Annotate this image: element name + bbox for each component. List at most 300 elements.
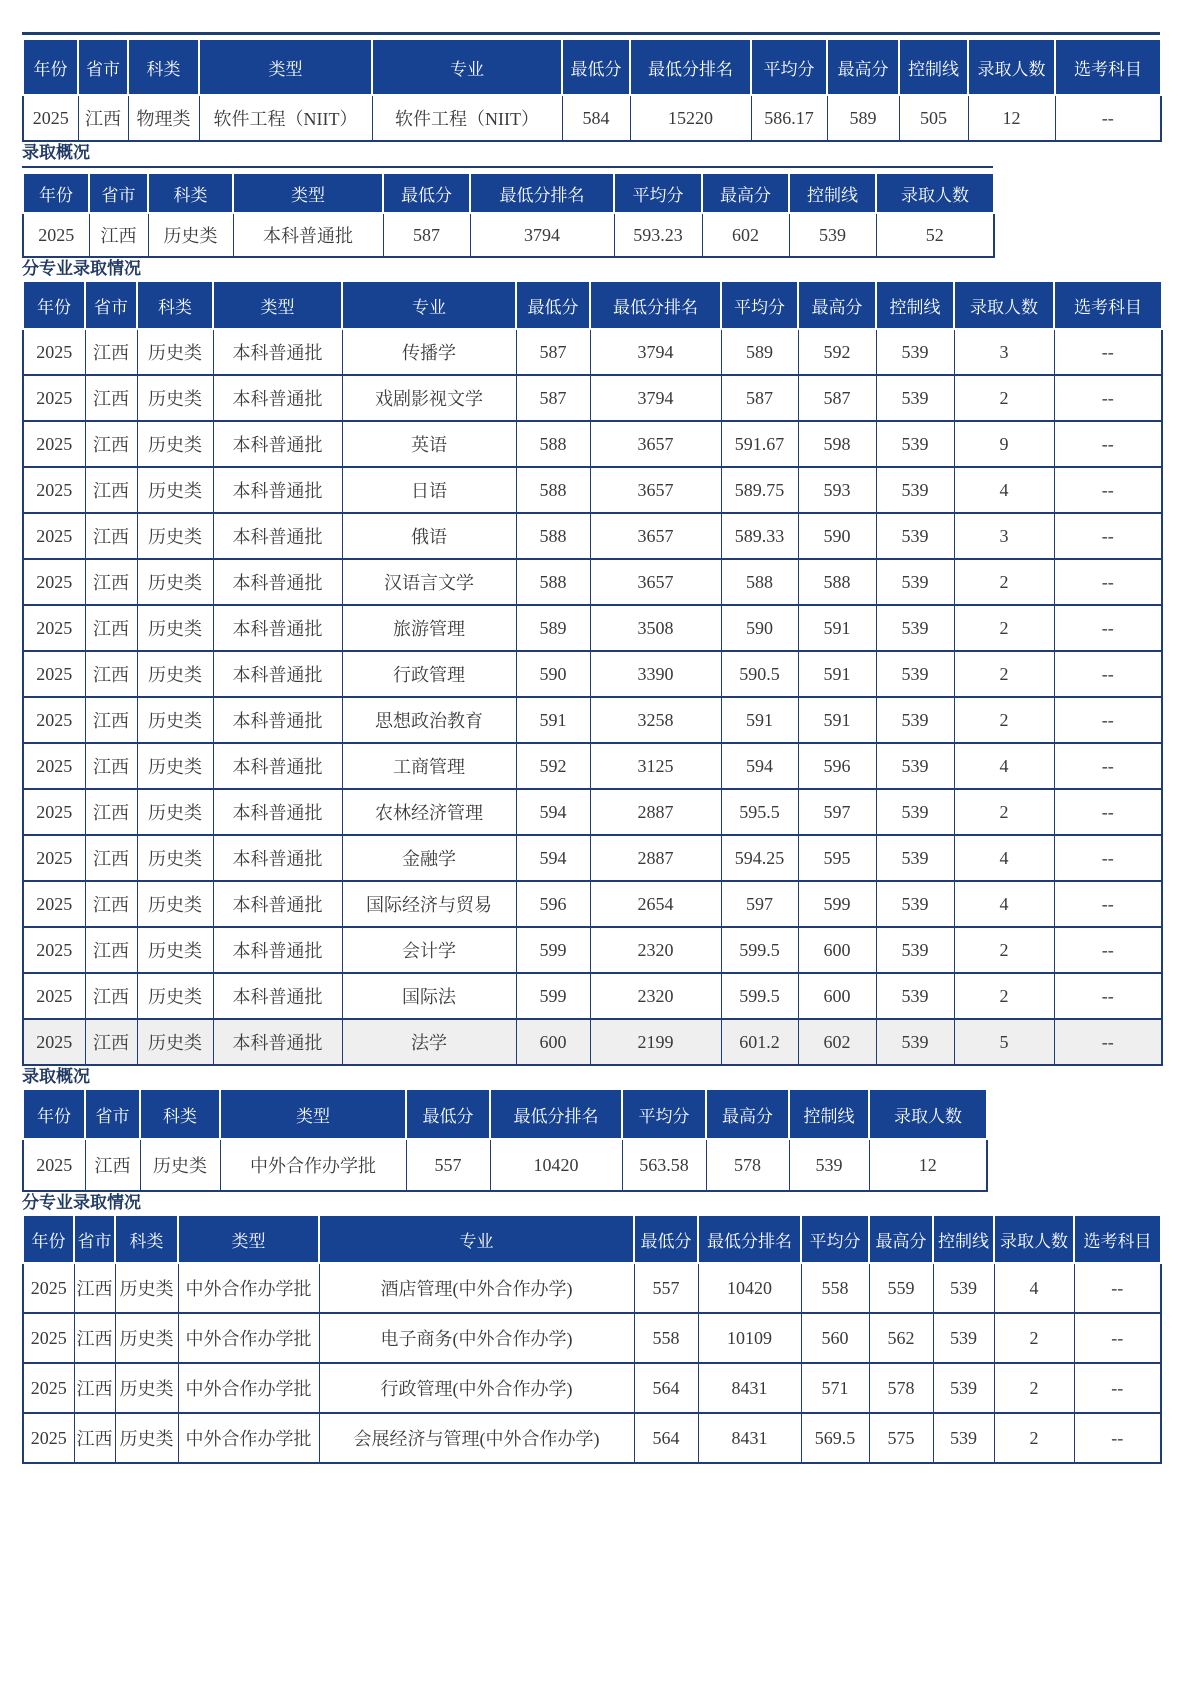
section-title-majors-2: 分专业录取情况: [22, 1193, 141, 1212]
data-cell: 587: [516, 375, 590, 421]
data-cell: 2: [994, 1363, 1074, 1413]
data-cell: 本科普通批: [213, 697, 342, 743]
data-cell: 588: [516, 421, 590, 467]
data-cell: 本科普通批: [213, 743, 342, 789]
data-cell: 历史类: [137, 421, 213, 467]
data-cell: 本科普通批: [213, 605, 342, 651]
data-cell: 575: [869, 1413, 933, 1463]
admission-by-major-table-regular-batch: [22, 280, 1163, 1066]
data-cell: 江西: [85, 467, 137, 513]
table-row: [23, 467, 1162, 513]
data-cell: 593.23: [614, 213, 702, 257]
column-header: 省市: [85, 281, 137, 329]
data-cell: 539: [933, 1413, 994, 1463]
data-cell: 594.25: [721, 835, 798, 881]
data-cell: --: [1054, 743, 1162, 789]
data-cell: 江西: [89, 213, 148, 257]
data-cell: 539: [876, 605, 954, 651]
data-cell: 本科普通批: [213, 329, 342, 375]
data-cell: --: [1054, 513, 1162, 559]
column-header: 最高分: [827, 39, 899, 95]
data-cell: 传播学: [342, 329, 516, 375]
data-cell: 汉语言文学: [342, 559, 516, 605]
data-cell: 602: [702, 213, 789, 257]
data-cell: 591: [798, 651, 876, 697]
data-cell: 本科普通批: [213, 789, 342, 835]
data-cell: 2: [954, 605, 1054, 651]
admission-by-major-table-cooperative-batch: [22, 1214, 1162, 1464]
data-cell: 江西: [74, 1413, 115, 1463]
table-row: [23, 95, 1161, 141]
data-cell: 602: [798, 1019, 876, 1065]
column-header: 科类: [148, 173, 233, 213]
data-cell: 历史类: [140, 1139, 220, 1191]
table-row: [23, 605, 1162, 651]
column-header: 最高分: [702, 173, 789, 213]
data-cell: 539: [789, 1139, 869, 1191]
data-cell: 2: [954, 927, 1054, 973]
data-cell: 2887: [590, 789, 721, 835]
data-cell: 法学: [342, 1019, 516, 1065]
header-row: [23, 1215, 1161, 1263]
data-cell: 2025: [23, 329, 85, 375]
column-header: 平均分: [721, 281, 798, 329]
overall-admission-table: [22, 38, 1162, 142]
table-row: [23, 789, 1162, 835]
data-cell: 539: [876, 375, 954, 421]
section-title-majors-1: 分专业录取情况: [22, 259, 141, 278]
data-cell: 590: [721, 605, 798, 651]
column-header: 最低分排名: [490, 1089, 622, 1139]
data-cell: 4: [994, 1263, 1074, 1313]
data-cell: 江西: [74, 1363, 115, 1413]
data-cell: 历史类: [137, 605, 213, 651]
data-cell: 历史类: [137, 881, 213, 927]
data-cell: 596: [798, 743, 876, 789]
data-cell: 江西: [85, 743, 137, 789]
column-header: 省市: [89, 173, 148, 213]
data-cell: 589: [516, 605, 590, 651]
data-cell: 588: [516, 559, 590, 605]
data-cell: 历史类: [137, 927, 213, 973]
data-cell: 思想政治教育: [342, 697, 516, 743]
column-header: 类型: [233, 173, 383, 213]
data-cell: 597: [798, 789, 876, 835]
data-cell: 本科普通批: [213, 927, 342, 973]
data-cell: 587: [516, 329, 590, 375]
table-row: [23, 329, 1162, 375]
data-cell: 562: [869, 1313, 933, 1363]
data-cell: 2025: [23, 697, 85, 743]
data-cell: 578: [706, 1139, 789, 1191]
data-cell: 3258: [590, 697, 721, 743]
data-cell: 江西: [74, 1263, 115, 1313]
data-cell: 599: [798, 881, 876, 927]
data-cell: 本科普通批: [213, 559, 342, 605]
column-header: 最低分: [383, 173, 470, 213]
data-cell: 本科普通批: [213, 973, 342, 1019]
header-row: [23, 1089, 987, 1139]
data-cell: 2025: [23, 973, 85, 1019]
data-cell: 601.2: [721, 1019, 798, 1065]
data-cell: 2025: [23, 927, 85, 973]
column-header: 最低分: [562, 39, 630, 95]
data-cell: --: [1074, 1363, 1161, 1413]
data-cell: 560: [801, 1313, 869, 1363]
data-cell: 599: [516, 973, 590, 1019]
column-header: 控制线: [933, 1215, 994, 1263]
data-cell: 2887: [590, 835, 721, 881]
data-cell: 江西: [85, 605, 137, 651]
data-cell: 588: [516, 513, 590, 559]
data-cell: 2025: [23, 467, 85, 513]
data-cell: 2025: [23, 213, 89, 257]
data-cell: 软件工程（NIIT）: [372, 95, 562, 141]
data-cell: 2025: [23, 1313, 74, 1363]
data-cell: 历史类: [137, 513, 213, 559]
data-cell: 俄语: [342, 513, 516, 559]
data-cell: 历史类: [137, 467, 213, 513]
data-cell: 589.75: [721, 467, 798, 513]
column-header: 省市: [74, 1215, 115, 1263]
data-cell: 2025: [23, 881, 85, 927]
data-cell: 2654: [590, 881, 721, 927]
data-cell: 539: [876, 1019, 954, 1065]
column-header: 最高分: [798, 281, 876, 329]
data-cell: 江西: [85, 1019, 137, 1065]
column-header: 控制线: [789, 1089, 869, 1139]
data-cell: 564: [634, 1363, 698, 1413]
data-cell: 563.58: [622, 1139, 706, 1191]
data-cell: 江西: [85, 1139, 140, 1191]
data-cell: 587: [383, 213, 470, 257]
data-cell: 行政管理: [342, 651, 516, 697]
column-header: 录取人数: [968, 39, 1055, 95]
header-row: [23, 281, 1162, 329]
data-cell: 3: [954, 329, 1054, 375]
table-row: [23, 513, 1162, 559]
data-cell: 2: [994, 1413, 1074, 1463]
data-cell: 12: [968, 95, 1055, 141]
header-row: [23, 39, 1161, 95]
data-cell: 589: [827, 95, 899, 141]
column-header: 类型: [199, 39, 372, 95]
data-cell: 587: [721, 375, 798, 421]
column-header: 专业: [342, 281, 516, 329]
data-cell: 559: [869, 1263, 933, 1313]
data-cell: 10420: [490, 1139, 622, 1191]
data-cell: 中外合作办学批: [178, 1413, 319, 1463]
data-cell: 3508: [590, 605, 721, 651]
section-title-overview-2: 录取概况: [22, 1067, 90, 1086]
column-header: 平均分: [751, 39, 827, 95]
data-cell: 国际法: [342, 973, 516, 1019]
data-cell: 英语: [342, 421, 516, 467]
data-cell: 597: [721, 881, 798, 927]
data-cell: 539: [876, 467, 954, 513]
data-cell: 539: [876, 789, 954, 835]
data-cell: 2025: [23, 651, 85, 697]
data-cell: 3657: [590, 467, 721, 513]
table-row: [23, 1019, 1162, 1065]
data-cell: 本科普通批: [213, 881, 342, 927]
data-cell: 历史类: [137, 743, 213, 789]
column-header: 类型: [178, 1215, 319, 1263]
column-header: 控制线: [789, 173, 876, 213]
data-cell: 本科普通批: [213, 651, 342, 697]
column-header: 最低分: [516, 281, 590, 329]
data-cell: 江西: [85, 651, 137, 697]
data-cell: 金融学: [342, 835, 516, 881]
data-cell: --: [1074, 1263, 1161, 1313]
table-top-border: [22, 166, 993, 168]
column-header: 最低分排名: [590, 281, 721, 329]
table-row: [23, 651, 1162, 697]
data-cell: 539: [876, 835, 954, 881]
data-cell: 591: [798, 605, 876, 651]
data-cell: 594: [516, 835, 590, 881]
table-top-border: [22, 32, 1160, 35]
data-cell: 2025: [23, 375, 85, 421]
data-cell: --: [1054, 835, 1162, 881]
column-header: 最低分: [406, 1089, 490, 1139]
data-cell: 587: [798, 375, 876, 421]
data-cell: 539: [876, 743, 954, 789]
data-cell: 595: [798, 835, 876, 881]
data-cell: 历史类: [148, 213, 233, 257]
data-cell: 594: [721, 743, 798, 789]
data-cell: 江西: [85, 789, 137, 835]
data-cell: 564: [634, 1413, 698, 1463]
column-header: 最低分排名: [470, 173, 614, 213]
column-header: 省市: [78, 39, 128, 95]
data-cell: 588: [798, 559, 876, 605]
table-row: [23, 743, 1162, 789]
data-cell: 历史类: [115, 1263, 178, 1313]
data-cell: --: [1055, 95, 1161, 141]
data-cell: 2025: [23, 605, 85, 651]
data-cell: --: [1054, 559, 1162, 605]
data-cell: 江西: [74, 1313, 115, 1363]
data-cell: --: [1054, 697, 1162, 743]
data-cell: 8431: [698, 1413, 801, 1463]
data-cell: 江西: [85, 329, 137, 375]
column-header: 选考科目: [1054, 281, 1162, 329]
data-cell: 2025: [23, 513, 85, 559]
data-cell: 2025: [23, 1019, 85, 1065]
data-cell: 2320: [590, 973, 721, 1019]
data-cell: 599.5: [721, 973, 798, 1019]
data-cell: 590: [516, 651, 590, 697]
data-cell: --: [1054, 375, 1162, 421]
data-cell: 584: [562, 95, 630, 141]
data-cell: 3657: [590, 421, 721, 467]
column-header: 类型: [220, 1089, 406, 1139]
column-header: 最低分排名: [630, 39, 751, 95]
data-cell: --: [1054, 651, 1162, 697]
data-cell: 电子商务(中外合作办学): [319, 1313, 634, 1363]
data-cell: 505: [899, 95, 968, 141]
data-cell: --: [1054, 467, 1162, 513]
data-cell: 4: [954, 881, 1054, 927]
data-cell: 旅游管理: [342, 605, 516, 651]
column-header: 年份: [23, 173, 89, 213]
data-cell: 江西: [85, 881, 137, 927]
data-cell: 2: [954, 697, 1054, 743]
data-cell: 2025: [23, 421, 85, 467]
data-cell: 3657: [590, 559, 721, 605]
data-cell: 历史类: [137, 329, 213, 375]
data-cell: 598: [798, 421, 876, 467]
column-header: 平均分: [801, 1215, 869, 1263]
data-cell: 591: [721, 697, 798, 743]
data-cell: 539: [876, 329, 954, 375]
table-row: [23, 421, 1162, 467]
data-cell: 江西: [85, 835, 137, 881]
data-cell: 599.5: [721, 927, 798, 973]
data-cell: --: [1074, 1313, 1161, 1363]
data-cell: 596: [516, 881, 590, 927]
table-row: [23, 973, 1162, 1019]
data-cell: 软件工程（NIIT）: [199, 95, 372, 141]
table-row: [23, 559, 1162, 605]
table-row: [23, 1363, 1161, 1413]
data-cell: 593: [798, 467, 876, 513]
header-row: [23, 173, 994, 213]
data-cell: 589: [721, 329, 798, 375]
data-cell: 3794: [590, 375, 721, 421]
data-cell: 578: [869, 1363, 933, 1413]
data-cell: 558: [801, 1263, 869, 1313]
data-cell: 600: [516, 1019, 590, 1065]
column-header: 专业: [319, 1215, 634, 1263]
data-cell: 52: [876, 213, 994, 257]
table-row: [23, 375, 1162, 421]
data-cell: 日语: [342, 467, 516, 513]
column-header: 控制线: [899, 39, 968, 95]
data-cell: 2025: [23, 789, 85, 835]
data-cell: 本科普通批: [213, 513, 342, 559]
data-cell: 599: [516, 927, 590, 973]
data-cell: 539: [789, 213, 876, 257]
data-cell: --: [1054, 421, 1162, 467]
data-cell: 2025: [23, 1139, 85, 1191]
column-header: 科类: [115, 1215, 178, 1263]
column-header: 科类: [128, 39, 199, 95]
data-cell: 2320: [590, 927, 721, 973]
data-cell: 行政管理(中外合作办学): [319, 1363, 634, 1413]
data-cell: 2025: [23, 559, 85, 605]
column-header: 录取人数: [954, 281, 1054, 329]
admission-overview-table-cooperative-batch: [22, 1088, 988, 1192]
data-cell: 4: [954, 835, 1054, 881]
data-cell: 2: [954, 375, 1054, 421]
data-cell: 历史类: [115, 1413, 178, 1463]
column-header: 最低分: [634, 1215, 698, 1263]
data-cell: 10109: [698, 1313, 801, 1363]
data-cell: 本科普通批: [213, 1019, 342, 1065]
column-header: 科类: [140, 1089, 220, 1139]
data-cell: 本科普通批: [213, 835, 342, 881]
data-cell: 物理类: [128, 95, 199, 141]
column-header: 年份: [23, 39, 78, 95]
data-cell: 592: [516, 743, 590, 789]
data-cell: 539: [933, 1363, 994, 1413]
data-cell: 8431: [698, 1363, 801, 1413]
data-cell: 2025: [23, 95, 78, 141]
data-cell: 酒店管理(中外合作办学): [319, 1263, 634, 1313]
data-cell: 2: [994, 1313, 1074, 1363]
data-cell: 3794: [470, 213, 614, 257]
column-header: 科类: [137, 281, 213, 329]
data-cell: 本科普通批: [213, 467, 342, 513]
data-cell: 国际经济与贸易: [342, 881, 516, 927]
data-cell: 2: [954, 789, 1054, 835]
column-header: 年份: [23, 281, 85, 329]
data-cell: --: [1054, 329, 1162, 375]
table-row: [23, 881, 1162, 927]
data-cell: --: [1054, 789, 1162, 835]
data-cell: 539: [876, 421, 954, 467]
data-cell: 农林经济管理: [342, 789, 516, 835]
table-row: [23, 213, 994, 257]
data-cell: 539: [876, 513, 954, 559]
data-cell: 591: [516, 697, 590, 743]
data-cell: 592: [798, 329, 876, 375]
data-cell: 558: [634, 1313, 698, 1363]
column-header: 类型: [213, 281, 342, 329]
data-cell: 历史类: [115, 1313, 178, 1363]
data-cell: 2199: [590, 1019, 721, 1065]
data-cell: 中外合作办学批: [220, 1139, 406, 1191]
table-row: [23, 835, 1162, 881]
data-cell: 历史类: [137, 835, 213, 881]
data-cell: 2025: [23, 743, 85, 789]
data-cell: 历史类: [137, 651, 213, 697]
admission-overview-table-regular-batch: [22, 172, 995, 258]
data-cell: 会展经济与管理(中外合作办学): [319, 1413, 634, 1463]
data-cell: 3: [954, 513, 1054, 559]
column-header: 最低分排名: [698, 1215, 801, 1263]
data-cell: 历史类: [137, 789, 213, 835]
data-cell: 4: [954, 467, 1054, 513]
data-cell: 江西: [85, 375, 137, 421]
data-cell: 历史类: [137, 559, 213, 605]
data-cell: 591.67: [721, 421, 798, 467]
section-title-overview-1: 录取概况: [22, 143, 90, 162]
data-cell: 本科普通批: [213, 375, 342, 421]
data-cell: 3657: [590, 513, 721, 559]
data-cell: 595.5: [721, 789, 798, 835]
data-cell: 9: [954, 421, 1054, 467]
column-header: 录取人数: [876, 173, 994, 213]
data-cell: 3794: [590, 329, 721, 375]
data-cell: 557: [634, 1263, 698, 1313]
data-cell: 本科普通批: [233, 213, 383, 257]
column-header: 控制线: [876, 281, 954, 329]
data-cell: 586.17: [751, 95, 827, 141]
data-cell: 539: [933, 1263, 994, 1313]
data-cell: 中外合作办学批: [178, 1363, 319, 1413]
data-cell: 江西: [85, 559, 137, 605]
data-cell: 江西: [85, 973, 137, 1019]
data-cell: 历史类: [137, 697, 213, 743]
data-cell: 591: [798, 697, 876, 743]
data-cell: 2025: [23, 1263, 74, 1313]
data-cell: 557: [406, 1139, 490, 1191]
data-cell: --: [1054, 1019, 1162, 1065]
table-row: [23, 697, 1162, 743]
